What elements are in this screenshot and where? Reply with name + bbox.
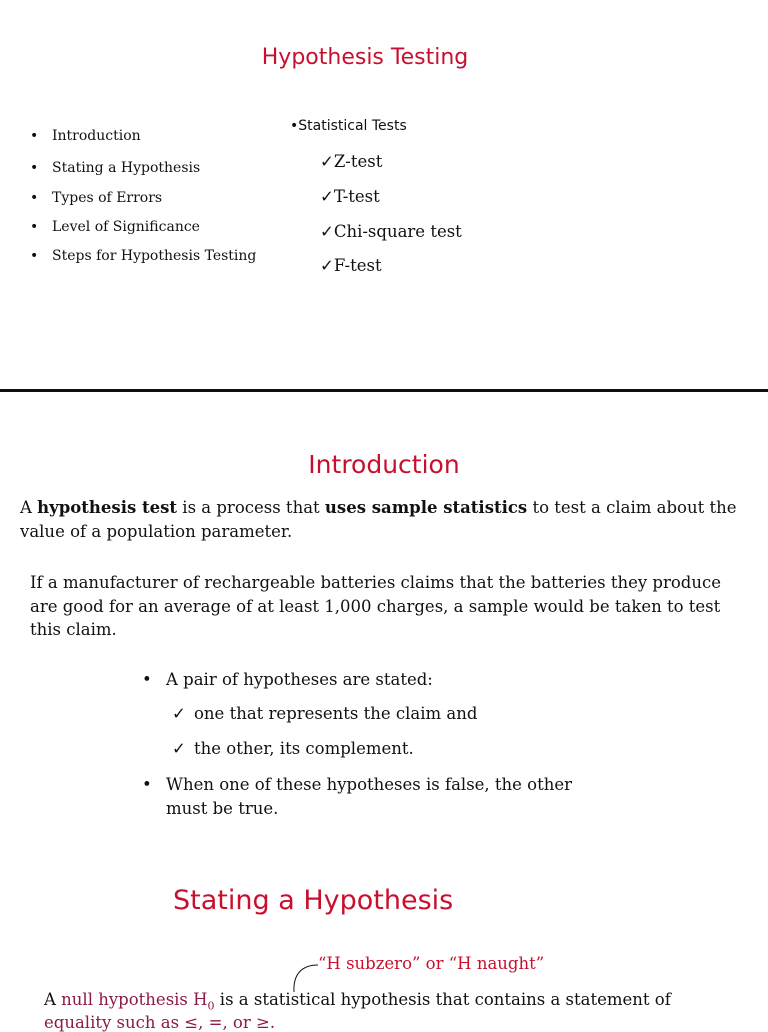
test-item: ✓T-test bbox=[320, 187, 380, 206]
bold-term: hypothesis test bbox=[37, 498, 178, 517]
check-item bbox=[172, 739, 414, 758]
slide-title-hypothesis-testing: Hypothesis Testing bbox=[261, 45, 469, 70]
bullet-icon: • bbox=[142, 670, 152, 689]
test-item: ✓F-test bbox=[320, 256, 382, 275]
text-run: to test a claim about the value of a population parameter. bbox=[20, 498, 737, 541]
battery-example-paragraph: If a manufacturer of rechargeable batteries claims that the batteries they produce are good for an average of at least 1,000 charges, a sample would be taken to test this claim. bbox=[30, 573, 721, 639]
toc-item bbox=[30, 248, 256, 264]
test-item: ✓Z-test bbox=[320, 152, 383, 171]
test-item: ✓Chi-square test bbox=[320, 222, 462, 241]
text-run: A bbox=[44, 990, 62, 1009]
null-hypothesis-term bbox=[61, 990, 215, 1013]
bullet-icon: • bbox=[142, 775, 152, 794]
slide-title-introduction: Introduction bbox=[308, 450, 460, 479]
toc-item-label: Types of Errors bbox=[52, 190, 163, 206]
check-item bbox=[172, 704, 477, 723]
hypothesis-test-definition bbox=[20, 496, 750, 543]
equality-line: equality such as ≤, =, or ≥. bbox=[44, 1013, 276, 1032]
bullet-icon: • bbox=[30, 128, 39, 144]
checkmark-icon: ✓ bbox=[172, 739, 186, 758]
check-label: the other, its complement. bbox=[194, 739, 414, 758]
text-run: is a process that bbox=[177, 498, 325, 517]
term-text: null hypothesis H bbox=[61, 990, 208, 1009]
toc-item bbox=[30, 219, 200, 235]
bold-term: uses sample statistics bbox=[324, 498, 528, 517]
toc-item-label: Level of Significance bbox=[52, 219, 200, 235]
text-run: A bbox=[20, 498, 38, 517]
toc-item-label: Stating a Hypothesis bbox=[52, 160, 201, 176]
slide-divider bbox=[0, 389, 768, 392]
checkmark-icon: ✓ bbox=[172, 704, 186, 723]
subscript-zero: 0 bbox=[207, 999, 215, 1013]
check-label: one that represents the claim and bbox=[194, 704, 478, 723]
toc-item-label: Introduction bbox=[52, 128, 141, 144]
bullet-label: A pair of hypotheses are stated: bbox=[166, 670, 433, 689]
bullet-icon: • bbox=[30, 160, 39, 176]
null-hypothesis-definition bbox=[44, 990, 671, 1012]
toc-item bbox=[30, 190, 162, 206]
bullet-item bbox=[142, 670, 433, 689]
slide-title-stating-a-hypothesis: Stating a Hypothesis bbox=[173, 885, 454, 916]
statistical-tests-heading: •Statistical Tests bbox=[290, 118, 407, 134]
toc-item bbox=[30, 128, 141, 144]
toc-item-label: Steps for Hypothesis Testing bbox=[52, 248, 257, 264]
bullet-icon: • bbox=[30, 248, 39, 264]
text-run: is a statistical hypothesis that contains a statement of bbox=[214, 990, 671, 1009]
bullet-icon: • bbox=[30, 190, 39, 206]
bullet-icon: • bbox=[30, 219, 39, 235]
bullet-label: When one of these hypotheses is false, the other must be true. bbox=[166, 775, 573, 818]
pronunciation-callout: “H subzero” or “H naught” bbox=[318, 954, 545, 973]
toc-item bbox=[30, 160, 200, 176]
bullet-item bbox=[142, 773, 606, 821]
